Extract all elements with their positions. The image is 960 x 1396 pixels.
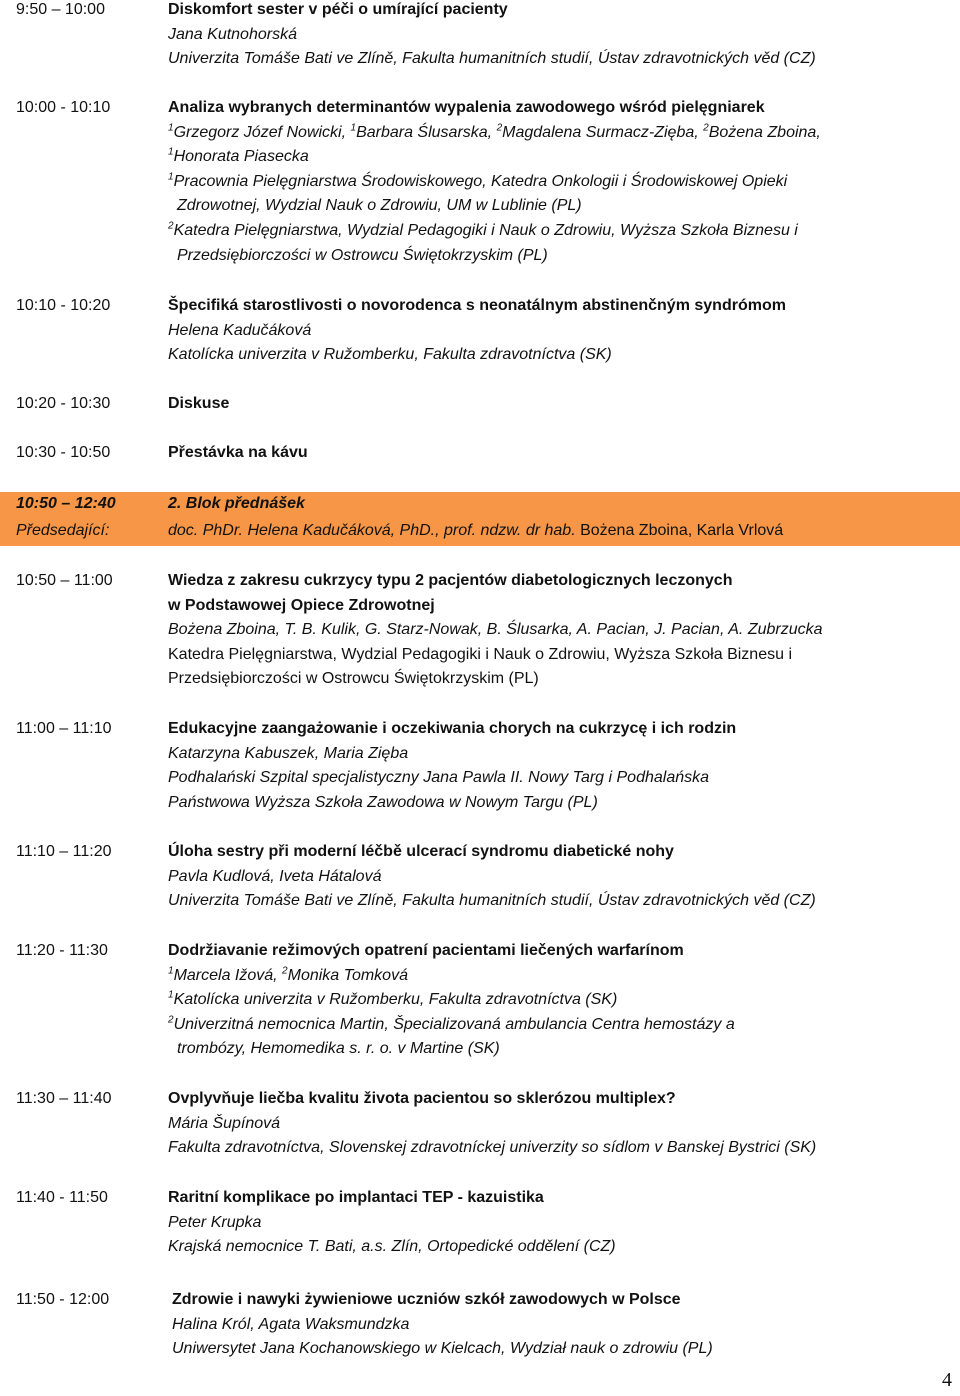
entry-authors-cont: $^1$Honorata Piasecka <box>168 146 309 166</box>
entry-authors: Pavla Kudlová, Iveta Hátalová <box>168 867 382 885</box>
entry-affiliation-cont: Przedsiębiorczości w Ostrowcu Świętokrzyskim (PL) <box>177 246 548 264</box>
entry-authors: Mária Šupínová <box>168 1114 281 1132</box>
entry-authors: Jana Kutnohorská <box>168 25 297 43</box>
block-chairs-row <box>0 519 960 544</box>
entry-title: Raritní komplikace po implantaci TEP - kazuistika <box>168 1189 544 1206</box>
entry-title: Diskuse <box>168 395 230 412</box>
block-time: 10:50 – 12:40 <box>16 495 116 512</box>
programme-entry <box>0 569 960 692</box>
entry-affiliation: $^1$Katolícka univerzita v Ružomberku, Fakulta zdravotníctva (SK) <box>168 989 618 1009</box>
programme-entry <box>0 96 960 268</box>
page-number: 4 <box>942 1369 952 1391</box>
programme-entry <box>0 1087 960 1161</box>
entry-title: Edukacyjne zaangażowanie i oczekiwania chorych na cukrzycę i ich rodzin <box>168 720 737 737</box>
programme-entry <box>0 717 960 815</box>
entry-affiliation: $^2$Univerzitná nemocnica Martin, Špecializovaná ambulancia Centra hemostázy a <box>168 1014 735 1033</box>
entry-authors: Helena Kadučáková <box>168 321 312 339</box>
entry-affiliation: Fakulta zdravotníctva, Slovenskej zdravotníckej univerzity so sídlom v Banskej Bystrici (SK) <box>168 1139 817 1157</box>
entry-title: Zdrowie i nawyki żywieniowe uczniów szkół zawodowych w Polsce <box>172 1291 681 1308</box>
entry-authors: Bożena Zboina, T. B. Kulik, G. Starz-Nowak, B. Ślusarka, A. Pacian, J. Pacian, A. Zubrzucka <box>168 621 823 639</box>
entry-affiliation: Katolícka univerzita v Ružomberku, Fakulta zdravotníctva (SK) <box>168 346 612 364</box>
block-header-row <box>0 492 960 517</box>
entry-authors: $^1$Grzegorz Józef Nowicki, $^1$Barbara Ślusarska, $^2$Magdalena Surmacz-Zięba, $^2$Bożena Zboina, <box>168 122 821 141</box>
entry-title-cont: w Podstawowej Opiece Zdrowotnej <box>168 596 435 614</box>
entry-time: 11:50 - 12:00 <box>16 1291 110 1308</box>
programme-entry <box>0 840 960 914</box>
entry-time: 10:30 - 10:50 <box>16 444 111 461</box>
entry-affiliation: $^2$Katedra Pielęgniarstwa, Wydzial Pedagogiki i Nauk o Zdrowiu, Wyższa Szkoła Biznesu i <box>168 220 798 239</box>
entry-title: Analiza wybranych determinantów wypalenia zawodowego wśród pielęgniarek <box>168 99 765 116</box>
programme-entry <box>0 1186 960 1260</box>
entry-authors: $^1$Marcela Ižová, $^2$Monika Tomková <box>168 965 408 984</box>
entry-affiliation: Univerzita Tomáše Bati ve Zlíně, Fakulta humanitních studií, Ústav zdravotnických věd (CZ) <box>168 892 816 910</box>
block-title: 2. Blok přednášek <box>168 495 305 512</box>
entry-affiliation: Uniwersytet Jana Kochanowskiego w Kielcach, Wydział nauk o zdrowiu (PL) <box>172 1340 713 1358</box>
entry-affiliation-cont: trombózy, Hemomedika s. r. o. v Martine (SK) <box>177 1040 500 1058</box>
entry-affiliation: Podhalański Szpital specjalistyczny Jana Pawla II. Nowy Targ i Podhalańska <box>168 769 710 787</box>
entry-title: Přestávka na kávu <box>168 444 308 461</box>
entry-title: Wiedza z zakresu cukrzycy typu 2 pacjentów diabetologicznych leczonych <box>168 572 733 589</box>
programme-entry <box>0 392 960 417</box>
programme-entry <box>0 939 960 1062</box>
programme-entry <box>0 294 960 368</box>
programme-entry <box>0 0 960 72</box>
entry-authors: Katarzyna Kabuszek, Maria Zięba <box>168 744 409 762</box>
entry-title: Ovplyvňuje liečba kvalitu života pacientou so sklerózou multiplex? <box>168 1090 676 1107</box>
programme-entry <box>0 1288 960 1362</box>
entry-affiliation: Univerzita Tomáše Bati ve Zlíně, Fakulta humanitních studií, Ústav zdravotnických věd (CZ) <box>168 50 816 68</box>
entry-time: 9:50 – 10:00 <box>16 1 105 18</box>
entry-title: Diskomfort sester v péči o umírající pacienty <box>168 1 508 18</box>
entry-title: Úloha sestry při moderní léčbě ulcerací syndromu diabetické nohy <box>168 843 674 860</box>
entry-time: 11:40 - 11:50 <box>16 1189 108 1206</box>
entry-time: 11:00 – 11:10 <box>16 720 112 737</box>
entry-time: 10:00 - 10:10 <box>16 99 111 116</box>
entry-authors: Peter Krupka <box>168 1213 262 1231</box>
chair-label: Předsedající: <box>16 522 110 539</box>
entry-affiliation-cont: Przedsiębiorczości w Ostrowcu Świętokrzyskim (PL) <box>168 670 539 688</box>
entry-authors: Halina Król, Agata Waksmundzka <box>172 1315 410 1333</box>
entry-time: 11:20 - 11:30 <box>16 942 108 959</box>
entry-time: 10:10 - 10:20 <box>16 297 111 314</box>
entry-title: Špecifiká starostlivosti o novorodenca s neonatálnym abstinenčným syndrómom <box>168 297 786 314</box>
block-chairs-cont: Bożena Zboina, Karla Vrlová <box>575 522 784 539</box>
entry-affiliation: $^1$Pracownia Pielęgniarstwa Środowiskowego, Katedra Onkologii i Środowiskowej Opieki <box>168 171 788 190</box>
entry-affiliation-cont: Zdrowotnej, Wydzial Nauk o Zdrowiu, UM w Lublinie (PL) <box>177 197 582 215</box>
entry-time: 11:10 – 11:20 <box>16 843 112 860</box>
entry-time: 10:20 - 10:30 <box>16 395 111 412</box>
entry-affiliation: Krajská nemocnice T. Bati, a.s. Zlín, Ortopedické oddělení (CZ) <box>168 1238 616 1256</box>
block-chairs: doc. PhDr. Helena Kadučáková, PhD., prof. ndzw. dr hab. <box>168 522 576 539</box>
entry-affiliation: Katedra Pielęgniarstwa, Wydzial Pedagogiki i Nauk o Zdrowiu, Wyższa Szkoła Biznesu i <box>168 645 792 663</box>
entry-affiliation-cont: Państwowa Wyższa Szkoła Zawodowa w Nowym Targu (PL) <box>168 793 598 811</box>
entry-title: Dodržiavanie režimových opatrení pacientami liečených warfarínom <box>168 942 684 959</box>
entry-time: 10:50 – 11:00 <box>16 572 113 589</box>
programme-entry <box>0 441 960 466</box>
entry-time: 11:30 – 11:40 <box>16 1090 112 1107</box>
